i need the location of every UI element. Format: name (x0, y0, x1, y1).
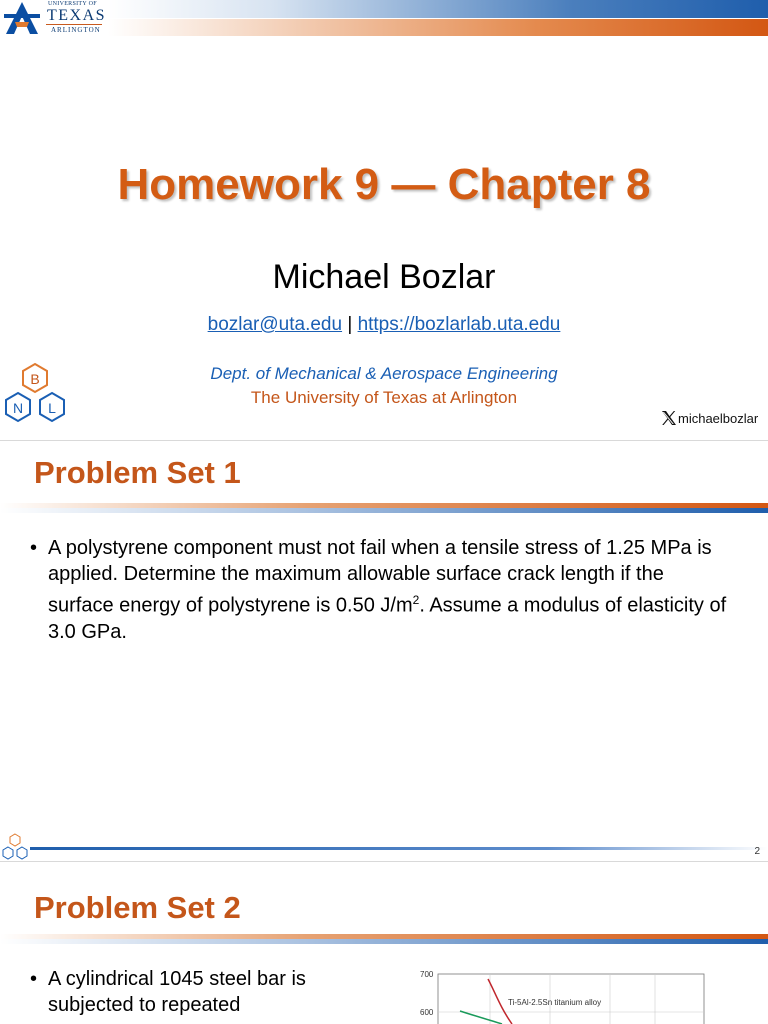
title-slide (0, 0, 768, 440)
author-name: Michael Bozlar (272, 258, 496, 296)
problem-bullet: • A cylindrical 1045 steel bar is subjected to repeated (30, 966, 390, 1018)
steel-curve (460, 1011, 502, 1024)
university-name: The University of Texas at Arlington (250, 388, 518, 407)
slide-title: Homework 9 — Chapter 8 (117, 160, 651, 209)
x-logo-icon (660, 409, 678, 427)
contact-separator: | (347, 314, 353, 335)
footer-rule (30, 847, 768, 850)
uta-a-icon (2, 0, 42, 36)
page-number: 2 (754, 846, 760, 857)
heading-rule (0, 503, 768, 513)
slide-heading: Problem Set 2 (34, 890, 241, 925)
bnl-logo-n: N (12, 400, 24, 416)
problem-text: A polystyrene component must not fail when a tensile stress of 1.25 MPa is applied. Determine the maximum allowable surface crack length if the surface energy of polystyrene is 0.50 J/m (48, 537, 712, 617)
footer-bnl-logo (0, 832, 30, 861)
contact-line (0, 314, 768, 336)
problem-bullet: • A polystyrene component must not fail when a tensile stress of 1.25 MPa is applied. Determine the maximum allowable surface crack length if the surface energy of polystyrene is 0.50 $J/m^2$. Assume a modulus of elasticity of 3.0 GPa. (30, 537, 727, 643)
uta-logo-line3: ARLINGTON (51, 26, 101, 34)
bnl-lab-logo (0, 360, 70, 430)
social-handle[interactable] (660, 408, 758, 428)
y-tick-label: 600 (420, 1008, 434, 1017)
uta-logo (2, 0, 106, 36)
heading-rule (0, 934, 768, 944)
slide-heading: Problem Set 1 (34, 455, 241, 490)
website-link[interactable]: https://bozlarlab.uta.edu (357, 314, 561, 335)
problem-set-2-slide (0, 862, 768, 1024)
problem-set-1-slide (0, 441, 768, 861)
department-name: Dept. of Mechanical & Aerospace Engineering (210, 364, 558, 383)
bnl-logo-b: B (30, 371, 40, 387)
email-link[interactable]: bozlar@uta.edu (207, 314, 343, 335)
fatigue-sn-figure (400, 967, 710, 1024)
curve-label: Ti-5Al-2.5Sn titanium alloy (508, 998, 602, 1007)
header-gradient-bar (108, 0, 768, 36)
problem-text-superscript: 2 (412, 593, 420, 607)
problem-text: A cylindrical 1045 steel bar is subjected to repeated (48, 968, 306, 1016)
uta-logo-line1: UNIVERSITY OF (48, 1, 97, 7)
social-handle-text: michaelbozlar (678, 410, 759, 426)
uta-logo-line2: TEXAS (47, 7, 107, 24)
y-tick-label: 700 (420, 970, 434, 979)
problem-text-end: . Assume a modulus of elasticity of 3.0 GPa. (48, 594, 727, 643)
bnl-logo-l: L (48, 400, 56, 416)
